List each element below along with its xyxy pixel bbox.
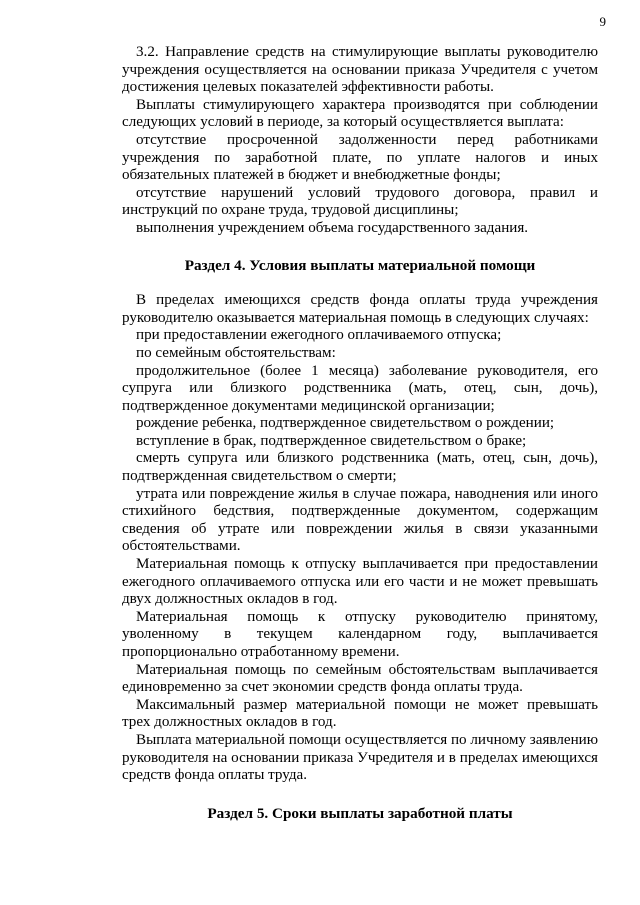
section-3-continuation [122, 44, 598, 238]
paragraph: рождение ребенка, подтвержденное свидетельством о рождении; [136, 415, 555, 432]
paragraph: по семейным обстоятельствам: [136, 344, 336, 361]
section-4-heading: Раздел 4. Условия выплаты материальной помощи [184, 256, 536, 274]
paragraph: В пределах имеющихся средств фонда оплаты труда учреждения руководителю оказывается материальная помощь в следующих случаях: [122, 292, 598, 326]
paragraph: Максимальный размер материальной помощи не может превышать трех должностных окладов в год. [122, 696, 598, 731]
section-4-body [122, 292, 598, 785]
document-body [122, 44, 598, 822]
section-5-heading: Раздел 5. Сроки выплаты заработной платы [207, 804, 513, 822]
paragraph: при предоставлении ежегодного оплачиваемого отпуска; [136, 327, 502, 344]
paragraph: выполнения учреждением объема государственного задания. [136, 219, 529, 236]
paragraph: смерть супруга или близкого родственника (мать, отец, сын, дочь), подтвержденная свидетельством о смерти; [122, 450, 598, 485]
paragraph: утрата или повреждение жилья в случае пожара, наводнения или иного стихийного бедствия, подтвержденные документом, содержащим сведения об утрате или повреждении жилья в связи указанными обстоятельствами. [122, 485, 598, 555]
paragraph: отсутствие нарушений условий трудового договора, правил и инструкций по охране труда, трудовой дисциплины; [122, 184, 598, 219]
paragraph: Выплаты стимулирующего характера производятся при соблюдении следующих условий в периоде, за который осуществляется выплата: [122, 96, 598, 131]
paragraph: продолжительное (более 1 месяца) заболевание руководителя, его супруга или близкого родственника (мать, отец, сын, дочь), подтвержденное документами медицинской организации; [122, 362, 598, 414]
paragraph: Материальная помощь к отпуску выплачивается при предоставлении ежегодного оплачиваемого отпуска или его части и не может превышать двух должностных окладов в год. [122, 556, 598, 608]
paragraph: вступление в брак, подтвержденное свидетельством о браке; [136, 432, 527, 449]
paragraph: 3.2. Направление средств на стимулирующие выплаты руководителю учреждения осуществляется на основании приказа Учредителя с учетом достижения целевых показателей эффективности работы. [122, 44, 598, 96]
paragraph: отсутствие просроченной задолженности перед работниками учреждения по заработной плате, по уплате налогов и иных обязательных платежей в бюджет и внебюджетные фонды; [122, 131, 598, 184]
paragraph: Выплата материальной помощи осуществляется по личному заявлению руководителя на основании приказа Учредителя и в пределах имеющихся средств фонда оплаты труда. [122, 731, 598, 784]
page-number: 9 [599, 14, 606, 29]
paragraph: Материальная помощь по семейным обстоятельствам выплачивается единовременно за счет экономии средств фонда оплаты труда. [122, 661, 598, 696]
paragraph: Материальная помощь к отпуску руководителю принятому, уволенному в текущем календарном году, выплачивается пропорционально отработанному времени. [122, 608, 598, 660]
